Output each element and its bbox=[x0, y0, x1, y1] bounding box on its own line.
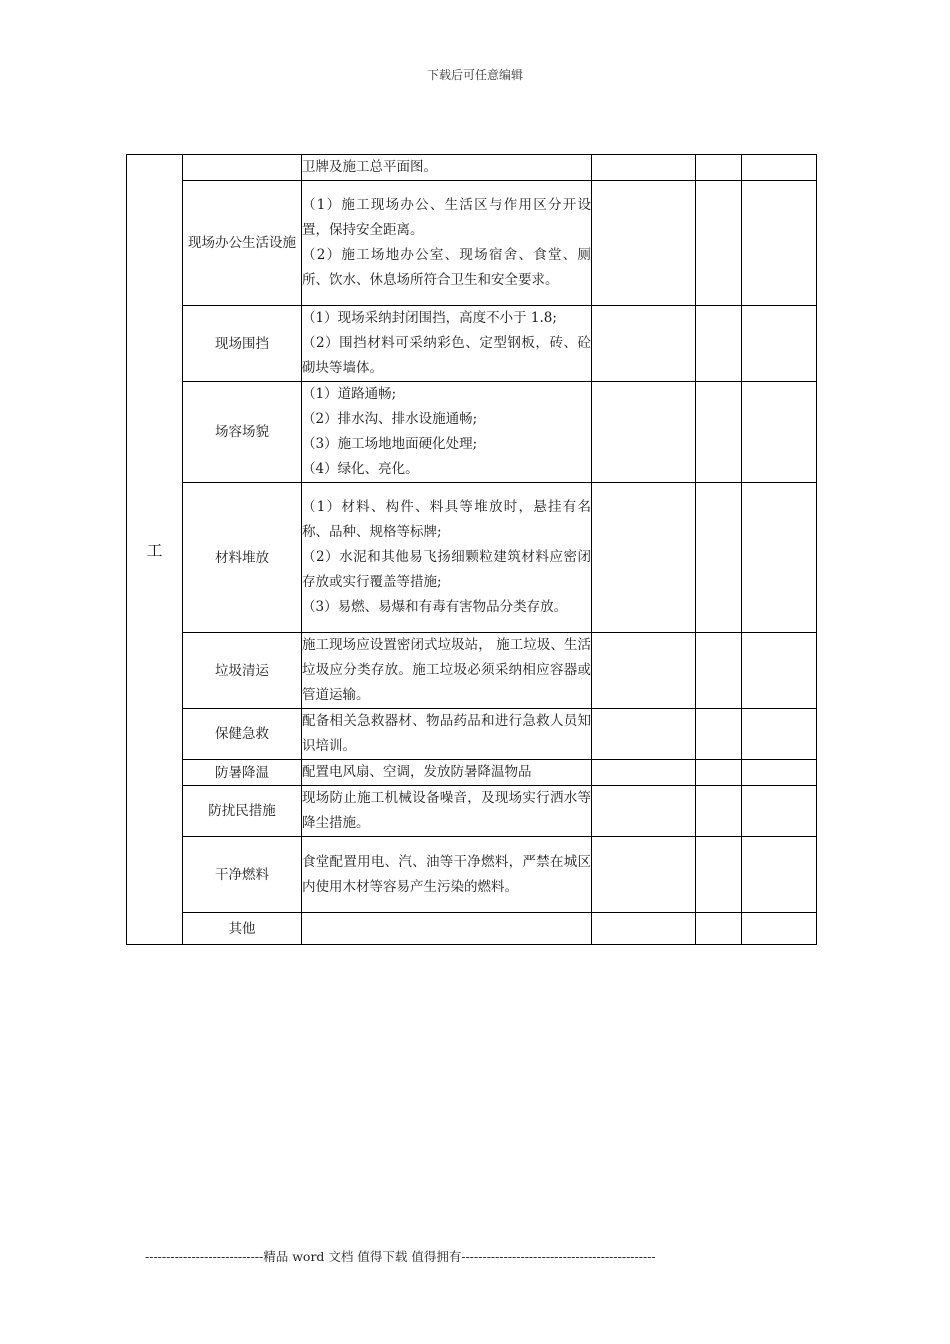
table-row bbox=[127, 633, 817, 709]
item-cell: 现场办公生活设施 bbox=[183, 181, 302, 306]
content-line: 现场防止施工机械设备噪音，及现场实行洒水等降尘措施。 bbox=[302, 790, 591, 831]
remark-cell bbox=[742, 155, 817, 181]
remark-cell bbox=[742, 913, 817, 945]
item-cell: 保健急救 bbox=[183, 709, 302, 760]
item-cell: 现场围挡 bbox=[183, 306, 302, 382]
score-cell bbox=[696, 382, 742, 483]
check-cell bbox=[592, 382, 696, 483]
item-cell bbox=[183, 155, 302, 181]
remark-cell bbox=[742, 382, 817, 483]
table-row bbox=[127, 709, 817, 760]
content-line: （2）围挡材料可采纳彩色、定型钢板，砖、砼砌块等墙体。 bbox=[302, 335, 591, 376]
item-cell: 垃圾清运 bbox=[183, 633, 302, 709]
content-line: （1）现场采纳封闭围挡，高度不小于 1.8; bbox=[302, 310, 557, 326]
check-cell bbox=[592, 155, 696, 181]
page-header: 下载后可任意编辑 bbox=[426, 68, 523, 82]
score-cell bbox=[696, 837, 742, 913]
content-line: （3）易燃、易爆和有毒有害物品分类存放。 bbox=[302, 599, 568, 615]
content-line: 卫牌及施工总平面图。 bbox=[302, 159, 437, 175]
score-cell bbox=[696, 633, 742, 709]
check-cell bbox=[592, 837, 696, 913]
content-line: （1）道路通畅; bbox=[302, 386, 397, 402]
content-line: （2）水泥和其他易飞扬细颗粒建筑材料应密闭存放或实行覆盖等措施; bbox=[302, 549, 591, 590]
remark-cell bbox=[742, 306, 817, 382]
table-row bbox=[127, 306, 817, 382]
table-row bbox=[127, 483, 817, 633]
check-cell bbox=[592, 181, 696, 306]
remark-cell bbox=[742, 760, 817, 786]
content-line: （3）施工场地地面硬化处理; bbox=[302, 436, 478, 452]
content-cell bbox=[302, 709, 592, 760]
content-cell bbox=[302, 306, 592, 382]
remark-cell bbox=[742, 483, 817, 633]
score-cell bbox=[696, 913, 742, 945]
content-line: 配备相关急救器材、物品药品和进行急救人员知识培训。 bbox=[302, 713, 591, 754]
remark-cell bbox=[742, 181, 817, 306]
score-cell bbox=[696, 181, 742, 306]
item-cell: 干净燃料 bbox=[183, 837, 302, 913]
content-cell bbox=[302, 760, 592, 786]
content-line: （2）施工场地办公室、现场宿舍、食堂、厕所、饮水、休息场所符合卫生和安全要求。 bbox=[302, 247, 591, 288]
content-line: （1）施工现场办公、生活区与作用区分开设置，保持安全距离。 bbox=[302, 197, 591, 238]
item-cell: 场容场貌 bbox=[183, 382, 302, 483]
content-line: （4）绿化、亮化。 bbox=[302, 461, 419, 477]
content-line: （2）排水沟、排水设施通畅; bbox=[302, 411, 478, 427]
content-cell bbox=[302, 181, 592, 306]
content-cell bbox=[302, 786, 592, 837]
remark-cell bbox=[742, 786, 817, 837]
category-cell: 工 bbox=[127, 155, 183, 945]
remark-cell bbox=[742, 837, 817, 913]
item-cell: 材料堆放 bbox=[183, 483, 302, 633]
content-line: 配置电风扇、空调，发放防暑降温物品 bbox=[302, 764, 532, 780]
item-cell: 其他 bbox=[183, 913, 302, 945]
content-line: 施工现场应设置密闭式垃圾站， 施工垃圾、生活垃圾应分类存放。施工垃圾必须采纳相应容器或管道运输。 bbox=[302, 637, 591, 703]
check-cell bbox=[592, 306, 696, 382]
content-cell bbox=[302, 155, 592, 181]
content-cell bbox=[302, 382, 592, 483]
remark-cell bbox=[742, 709, 817, 760]
table-row bbox=[127, 786, 817, 837]
check-cell bbox=[592, 786, 696, 837]
check-cell bbox=[592, 483, 696, 633]
score-cell bbox=[696, 155, 742, 181]
table-row bbox=[127, 913, 817, 945]
table-row bbox=[127, 382, 817, 483]
table-row bbox=[127, 155, 817, 181]
page-footer: ----------------------------精品 word 文档 值得下载 值得拥有---------------------------------------------- bbox=[145, 1249, 656, 1264]
content-cell bbox=[302, 913, 592, 945]
score-cell bbox=[696, 709, 742, 760]
score-cell bbox=[696, 786, 742, 837]
score-cell bbox=[696, 760, 742, 786]
check-cell bbox=[592, 760, 696, 786]
table-row bbox=[127, 837, 817, 913]
check-cell bbox=[592, 633, 696, 709]
item-cell: 防扰民措施 bbox=[183, 786, 302, 837]
remark-cell bbox=[742, 633, 817, 709]
content-cell bbox=[302, 633, 592, 709]
check-cell bbox=[592, 913, 696, 945]
check-cell bbox=[592, 709, 696, 760]
score-cell bbox=[696, 483, 742, 633]
item-cell: 防暑降温 bbox=[183, 760, 302, 786]
inspection-table bbox=[126, 154, 817, 945]
content-line: 食堂配置用电、汽、油等干净燃料，严禁在城区内使用木材等容易产生污染的燃料。 bbox=[302, 853, 591, 895]
table-row bbox=[127, 760, 817, 786]
content-cell bbox=[302, 837, 592, 913]
score-cell bbox=[696, 306, 742, 382]
table-row bbox=[127, 181, 817, 306]
content-cell bbox=[302, 483, 592, 633]
content-line: （1）材料、构件、料具等堆放时，悬挂有名称、品种、规格等标牌; bbox=[302, 499, 591, 540]
